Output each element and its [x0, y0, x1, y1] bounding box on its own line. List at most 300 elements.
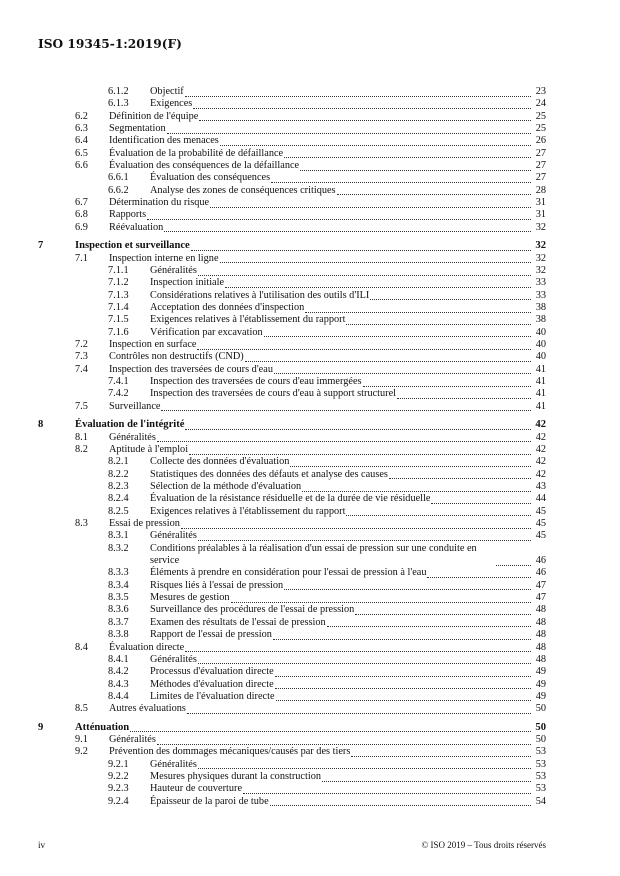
toc-title: Surveillance — [109, 400, 161, 412]
toc-entry — [150, 654, 546, 666]
toc-section-number: 8.3.1 — [108, 530, 129, 542]
toc-leader-dots — [264, 327, 531, 338]
toc-leader-dots — [427, 567, 531, 578]
toc-title: Inspection des traversées de cours d'eau — [109, 363, 273, 375]
toc-entry — [109, 339, 546, 351]
toc-entry — [109, 703, 546, 715]
toc-page-number: 32 — [535, 265, 546, 276]
toc-title: Identification des menaces — [109, 135, 219, 147]
toc-leader-dots — [185, 86, 531, 97]
toc-entry — [109, 253, 546, 265]
toc-row[interactable] — [38, 401, 546, 413]
toc-leader-dots — [276, 691, 531, 702]
toc-title: Exigences relatives à l'établissement du rapport — [150, 505, 346, 517]
toc-row[interactable] — [38, 444, 546, 456]
toc-title: Conditions préalables à la réalisation d'un essai de pression sur une conduite en service — [150, 542, 477, 567]
toc-row[interactable] — [38, 98, 546, 110]
toc-section-number: 7.3 — [75, 351, 88, 363]
toc-section-number: 6.7 — [75, 197, 88, 209]
toc-leader-dots — [198, 530, 531, 541]
toc-row[interactable] — [38, 376, 546, 388]
toc-leader-dots — [157, 734, 531, 745]
toc-section-number: 6.6.2 — [108, 184, 129, 196]
toc-leader-dots — [210, 197, 531, 208]
toc-row[interactable] — [38, 277, 546, 289]
toc-entry — [150, 456, 546, 468]
toc-title: Exigences relatives à l'établissement du rapport — [150, 314, 346, 326]
toc-title: Évaluation de l'intégrité — [75, 419, 185, 431]
toc-row[interactable] — [38, 796, 546, 808]
toc-leader-dots — [274, 364, 531, 375]
toc-leader-dots — [355, 604, 531, 615]
toc-title: Collecte des données d'évaluation — [150, 456, 290, 468]
toc-page-number: 38 — [535, 314, 546, 326]
toc-section-number: 8.4.3 — [108, 678, 129, 690]
toc-page-number: 27 — [535, 147, 546, 159]
toc-title: Sélection de la méthode d'évaluation — [150, 481, 302, 493]
toc-row[interactable] — [38, 592, 546, 604]
toc-section-number: 7.1.3 — [108, 289, 129, 301]
toc-section-number: 7.1.2 — [108, 277, 129, 289]
toc-row[interactable] — [38, 123, 546, 135]
toc-section-number: 8.3.2 — [108, 542, 129, 554]
toc-entry — [109, 364, 546, 376]
toc-section-number: 7.4.2 — [108, 388, 129, 400]
toc-title: Généralités — [150, 265, 197, 276]
toc-leader-dots — [193, 98, 531, 109]
toc-entry — [150, 567, 546, 579]
toc-page-number: 46 — [535, 567, 546, 579]
toc-leader-dots — [363, 376, 531, 387]
toc-title: Évaluation de la résistance résiduelle et de la durée de vie résiduelle — [150, 493, 431, 505]
toc-leader-dots — [181, 518, 531, 529]
toc-entry — [150, 592, 546, 604]
toc-leader-dots — [327, 617, 531, 628]
toc-leader-dots — [199, 111, 531, 122]
toc-section-number: 7 — [38, 240, 44, 252]
toc-row[interactable] — [38, 265, 546, 277]
toc-leader-dots — [370, 290, 531, 301]
toc-entry — [109, 432, 546, 444]
toc-section-number: 7.4.1 — [108, 376, 129, 388]
toc-row[interactable] — [38, 481, 546, 493]
toc-leader-dots — [284, 148, 531, 159]
toc-section-number: 7.4 — [75, 363, 88, 375]
toc-row[interactable] — [38, 172, 546, 184]
toc-entry — [150, 629, 546, 641]
toc-section-number: 6.2 — [75, 110, 88, 122]
toc-title: Aptitude à l'emploi — [109, 444, 189, 455]
toc-row[interactable] — [38, 642, 546, 654]
toc-page-number: 44 — [535, 493, 546, 505]
toc-page-number: 38 — [535, 302, 546, 314]
toc-title: Épaisseur de la paroi de tube — [150, 795, 269, 807]
toc-entry — [109, 518, 546, 530]
toc-leader-dots — [164, 222, 531, 233]
toc-entry — [109, 160, 546, 172]
toc-section-number: 7.5 — [75, 400, 88, 412]
toc-page-number: 48 — [535, 604, 546, 616]
toc-entry — [150, 314, 546, 326]
toc-leader-dots — [300, 160, 531, 171]
toc-leader-dots — [346, 314, 531, 325]
toc-chapter-row[interactable] — [38, 419, 546, 431]
toc-row[interactable] — [38, 654, 546, 666]
toc-leader-dots — [389, 469, 531, 480]
toc-row[interactable] — [38, 351, 546, 363]
toc-row[interactable] — [38, 617, 546, 629]
toc-leader-dots — [130, 722, 531, 733]
toc-page-number: 48 — [535, 616, 546, 628]
toc-entry — [150, 759, 546, 771]
toc-row[interactable] — [38, 290, 546, 302]
toc-section-number: 8.3.8 — [108, 629, 129, 641]
toc-leader-dots — [198, 759, 531, 770]
toc-leader-dots — [167, 123, 531, 134]
toc-page-number: 47 — [535, 592, 546, 604]
toc-page-number: 49 — [535, 690, 546, 702]
toc-title: Essai de pression — [109, 518, 180, 530]
toc-title: Rapport de l'essai de pression — [150, 629, 272, 641]
toc-section-number: 9.2.2 — [108, 771, 129, 783]
toc-row[interactable] — [38, 518, 546, 530]
toc-page-number: 25 — [535, 123, 546, 135]
toc-title: Méthodes d'évaluation directe — [150, 678, 274, 690]
toc-section-number: 7.1.1 — [108, 265, 129, 276]
toc-entry — [150, 265, 546, 277]
toc-title: Vérification par excavation — [150, 326, 263, 338]
toc-row[interactable] — [38, 703, 546, 715]
toc-leader-dots — [273, 629, 531, 640]
toc-section-number: 9.2.1 — [108, 758, 129, 770]
toc-row[interactable] — [38, 759, 546, 771]
toc-leader-dots — [197, 339, 531, 350]
toc-leader-dots — [220, 135, 531, 146]
toc-page-number: 40 — [535, 339, 546, 351]
document-id: ISO 19345-1:2019(F) — [38, 37, 182, 51]
toc-entry — [150, 691, 546, 703]
toc-row[interactable] — [38, 469, 546, 481]
toc-section-number: 6.8 — [75, 209, 88, 221]
toc-entry — [150, 277, 546, 289]
toc-title: Évaluation directe — [109, 641, 185, 653]
toc-entry — [150, 617, 546, 629]
toc-page-number: 31 — [535, 197, 546, 209]
toc-leader-dots — [275, 666, 531, 677]
toc-row[interactable] — [38, 543, 546, 568]
toc-section-number: 8.4.1 — [108, 653, 129, 665]
toc-entry — [109, 734, 546, 746]
toc-page-number: 43 — [535, 481, 546, 493]
toc-title: Objectif — [150, 86, 184, 97]
toc-page-number: 48 — [535, 641, 546, 653]
toc-row[interactable] — [38, 432, 546, 444]
toc-leader-dots — [198, 654, 531, 665]
toc-entry — [150, 543, 546, 568]
toc-row[interactable] — [38, 148, 546, 160]
toc-title: Généralités — [109, 734, 156, 746]
toc-row[interactable] — [38, 567, 546, 579]
toc-title: Analyse des zones de conséquences critiques — [150, 184, 336, 196]
toc-title: Contrôles non destructifs (CND) — [109, 351, 244, 363]
toc-title: Éléments à prendre en considération pour l'essai de pression à l'eau — [150, 567, 427, 579]
toc-row[interactable] — [38, 327, 546, 339]
toc-title: Évaluation des conséquences de la défaillance — [109, 160, 300, 172]
toc-section-number: 8.3 — [75, 518, 88, 530]
toc-entry — [109, 642, 546, 654]
toc-leader-dots — [231, 592, 532, 603]
toc-entry — [150, 469, 546, 481]
toc-title: Inspection interne en ligne — [109, 252, 219, 264]
toc-leader-dots — [284, 580, 531, 591]
toc-row[interactable] — [38, 734, 546, 746]
toc-leader-dots — [275, 679, 531, 690]
toc-section-number: 8.4.2 — [108, 666, 129, 678]
toc-leader-dots — [243, 783, 531, 794]
toc-row[interactable] — [38, 302, 546, 314]
toc-page-number: 28 — [535, 184, 546, 196]
toc-leader-dots — [147, 209, 531, 220]
toc-title: Mesures de gestion — [150, 592, 230, 604]
toc-section-number: 7.1 — [75, 252, 88, 264]
toc-leader-dots — [271, 172, 531, 183]
toc-title: Examen des résultats de l'essai de pression — [150, 616, 326, 628]
toc-leader-dots — [185, 642, 531, 653]
toc-page-number: 47 — [535, 579, 546, 591]
toc-page-number: 25 — [535, 110, 546, 122]
toc-section-number: 8.2.1 — [108, 456, 129, 468]
toc-leader-dots — [351, 746, 531, 757]
toc-section-number: 6.1.3 — [108, 98, 129, 110]
toc-entry — [150, 493, 546, 505]
toc-row[interactable] — [38, 530, 546, 542]
toc-row[interactable] — [38, 314, 546, 326]
toc-row[interactable] — [38, 691, 546, 703]
toc-title: Prévention des dommages mécaniques/causés par des tiers — [109, 746, 351, 758]
toc-page-number: 32 — [535, 240, 546, 252]
toc-entry — [150, 172, 546, 184]
toc-entry — [109, 401, 546, 413]
toc-title: Évaluation des conséquences — [150, 172, 271, 184]
toc-row[interactable] — [38, 185, 546, 197]
toc-leader-dots — [305, 302, 531, 313]
toc-page-number: 40 — [535, 351, 546, 363]
toc-row[interactable] — [38, 506, 546, 518]
toc-page-number: 42 — [535, 456, 546, 468]
toc-section-number: 8.2.4 — [108, 493, 129, 505]
toc-entry — [150, 530, 546, 542]
toc-title: Généralités — [150, 530, 197, 542]
toc-row[interactable] — [38, 209, 546, 221]
toc-title: Rapports — [109, 209, 147, 221]
page-number: iv — [38, 840, 46, 850]
toc-leader-dots — [302, 481, 531, 492]
toc-row[interactable] — [38, 604, 546, 616]
toc-section-number: 8.3.3 — [108, 567, 129, 579]
toc-section-number: 9.2.4 — [108, 795, 129, 807]
toc-leader-dots — [191, 240, 531, 251]
toc-page-number: 45 — [535, 518, 546, 530]
toc-leader-dots — [322, 771, 531, 782]
toc-leader-dots — [189, 444, 531, 455]
toc-section-number: 8.5 — [75, 703, 88, 715]
toc-title: Généralités — [150, 758, 197, 770]
toc-page-number: 33 — [535, 277, 546, 289]
toc-title: Mesures physiques durant la construction — [150, 771, 322, 783]
toc-title: Inspection et surveillance — [75, 240, 190, 252]
toc-page-number: 41 — [535, 376, 546, 388]
toc-page-number: 23 — [535, 86, 546, 97]
toc-row[interactable] — [38, 679, 546, 691]
toc-entry — [109, 148, 546, 160]
toc-title: Limites de l'évaluation directe — [150, 690, 275, 702]
toc-entry — [150, 86, 546, 98]
toc-page-number: 42 — [535, 468, 546, 480]
toc-section-number: 6.6 — [75, 160, 88, 172]
toc-entry — [109, 351, 546, 363]
toc-leader-dots — [198, 265, 531, 276]
toc-row[interactable] — [38, 222, 546, 234]
table-of-contents — [38, 86, 546, 808]
toc-section-number: 6.5 — [75, 147, 88, 159]
toc-page-number: 50 — [535, 721, 546, 733]
toc-section-number: 6.3 — [75, 123, 88, 135]
toc-section-number: 8.4.4 — [108, 690, 129, 702]
toc-entry — [109, 111, 546, 123]
toc-leader-dots — [431, 493, 531, 504]
toc-title: Considérations relatives à l'utilisation des outils d'ILI — [150, 289, 370, 301]
toc-section-number: 7.1.4 — [108, 302, 129, 314]
toc-page-number: 53 — [535, 746, 546, 758]
toc-leader-dots — [270, 796, 531, 807]
toc-leader-dots — [397, 388, 531, 399]
toc-entry — [109, 444, 546, 456]
toc-row[interactable] — [38, 783, 546, 795]
toc-page-number: 42 — [535, 419, 546, 431]
toc-entry — [75, 722, 546, 734]
toc-page-number: 41 — [535, 400, 546, 412]
toc-entry — [109, 209, 546, 221]
toc-section-number: 6.9 — [75, 221, 88, 233]
toc-entry — [150, 604, 546, 616]
toc-section-number: 8.4 — [75, 641, 88, 653]
toc-section-number: 8.2 — [75, 444, 88, 455]
toc-title: Acceptation des données d'inspection — [150, 302, 305, 314]
toc-leader-dots — [187, 703, 531, 714]
toc-page-number: 33 — [535, 289, 546, 301]
toc-section-number: 9 — [38, 721, 44, 733]
toc-title: Inspection des traversées de cours d'eau immergées — [150, 376, 362, 388]
toc-title: Risques liés à l'essai de pression — [150, 579, 284, 591]
toc-entry — [150, 185, 546, 197]
toc-entry — [150, 290, 546, 302]
toc-row[interactable] — [38, 771, 546, 783]
toc-row[interactable] — [38, 253, 546, 265]
toc-title: Statistiques des données des défauts et analyse des causes — [150, 468, 388, 480]
toc-title: Inspection initiale — [150, 277, 225, 289]
toc-row[interactable] — [38, 197, 546, 209]
toc-row[interactable] — [38, 339, 546, 351]
toc-row[interactable] — [38, 666, 546, 678]
toc-row[interactable] — [38, 160, 546, 172]
toc-title: Autres évaluations — [109, 703, 186, 715]
toc-section-number: 9.2.3 — [108, 783, 129, 795]
toc-entry — [109, 746, 546, 758]
toc-section-number: 7.1.5 — [108, 314, 129, 326]
toc-row[interactable] — [38, 135, 546, 147]
toc-leader-dots — [220, 253, 531, 264]
toc-title: Surveillance des procédures de l'essai de pression — [150, 604, 355, 616]
toc-section-number: 6.6.1 — [108, 172, 129, 184]
toc-entry — [150, 302, 546, 314]
toc-title: Généralités — [150, 653, 197, 665]
toc-title: Processus d'évaluation directe — [150, 666, 274, 678]
toc-entry — [150, 98, 546, 110]
toc-section-number: 8.2.3 — [108, 481, 129, 493]
toc-leader-dots — [337, 185, 531, 196]
toc-title: Segmentation — [109, 123, 166, 135]
toc-page-number: 41 — [535, 388, 546, 400]
toc-section-number: 8.3.4 — [108, 579, 129, 591]
toc-entry — [150, 783, 546, 795]
toc-page-number: 32 — [535, 221, 546, 233]
toc-entry — [75, 240, 546, 252]
toc-row[interactable] — [38, 580, 546, 592]
toc-section-number: 9.1 — [75, 734, 88, 746]
toc-chapter-row[interactable] — [38, 240, 546, 252]
toc-page-number: 49 — [535, 678, 546, 690]
toc-page-number: 49 — [535, 666, 546, 678]
toc-section-number: 8.3.5 — [108, 592, 129, 604]
toc-row[interactable] — [38, 456, 546, 468]
toc-entry — [150, 796, 546, 808]
toc-row[interactable] — [38, 364, 546, 376]
toc-section-number: 7.1.6 — [108, 326, 129, 338]
toc-page-number: 53 — [535, 783, 546, 795]
toc-row[interactable] — [38, 388, 546, 400]
toc-row[interactable] — [38, 493, 546, 505]
toc-row[interactable] — [38, 746, 546, 758]
toc-title: Hauteur de couverture — [150, 783, 243, 795]
toc-section-number: 9.2 — [75, 746, 88, 758]
toc-section-number: 8.3.7 — [108, 616, 129, 628]
toc-leader-dots — [185, 419, 531, 430]
toc-page-number: 50 — [535, 734, 546, 746]
toc-leader-dots — [496, 555, 531, 566]
toc-entry — [109, 135, 546, 147]
toc-row[interactable] — [38, 111, 546, 123]
toc-section-number: 6.4 — [75, 135, 88, 147]
toc-entry — [150, 327, 546, 339]
toc-page-number: 42 — [535, 431, 546, 443]
toc-chapter-row[interactable] — [38, 722, 546, 734]
toc-row[interactable] — [38, 629, 546, 641]
toc-page-number: 27 — [535, 172, 546, 184]
toc-page-number: 45 — [535, 505, 546, 517]
toc-page-number: 27 — [535, 160, 546, 172]
toc-page-number: 26 — [535, 135, 546, 147]
toc-page-number: 54 — [535, 795, 546, 807]
toc-entry — [150, 679, 546, 691]
toc-row[interactable] — [38, 86, 546, 98]
toc-entry — [150, 580, 546, 592]
toc-entry — [150, 388, 546, 400]
toc-title: Inspection des traversées de cours d'eau à support structurel — [150, 388, 397, 400]
toc-title: Définition de l'équipe — [109, 110, 199, 122]
toc-section-number: 8.2.2 — [108, 468, 129, 480]
toc-title: Inspection en surface — [109, 339, 197, 351]
toc-title: Exigences — [150, 98, 193, 110]
